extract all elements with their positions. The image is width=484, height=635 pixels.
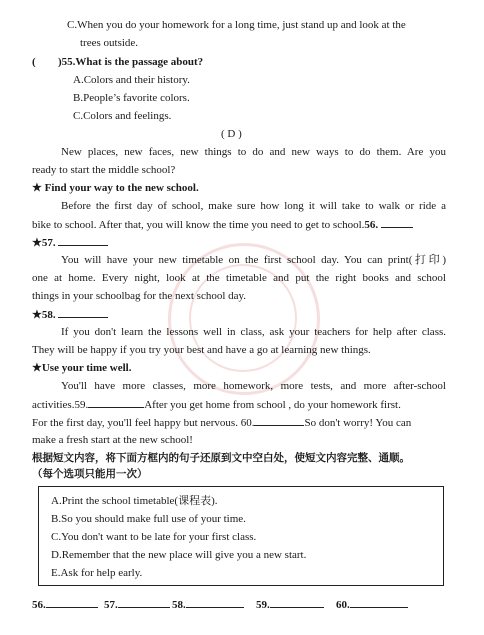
choice-b: B.So you should make full use of your time. (51, 513, 246, 525)
answer-57-blank (118, 597, 170, 608)
answer-59 (256, 597, 324, 612)
q54-option-c-line1: C.When you do your homework for a long time, just stand up and look at the (67, 19, 406, 31)
p4-line3 (32, 415, 411, 430)
p4-line3-a: For the first day, you'll feel happy but nervous. 60. (32, 417, 255, 429)
blank-58 (58, 307, 108, 318)
q54-option-c-line2: trees outside. (80, 37, 139, 49)
answer-59-label: 59. (256, 599, 270, 611)
answer-56-label: 56. (32, 599, 46, 611)
answer-59-blank (270, 597, 324, 608)
answer-58 (172, 597, 244, 612)
intro-line2: ready to start the middle school? (32, 164, 176, 176)
blank-59 (88, 397, 144, 408)
p2-line2: one at home. Every night, look at the timetable and put the right books and school (32, 272, 446, 284)
heading-find-way: ★ Find your way to the new school. (32, 182, 199, 194)
passage-label: ( D ) (221, 128, 242, 140)
q55-option-c: C.Colors and feelings. (73, 110, 172, 122)
choice-c: C.You don't want to be late for your first class. (51, 531, 257, 543)
answer-60-blank (350, 597, 408, 608)
q55-option-a: A.Colors and their history. (73, 74, 190, 86)
p2-line3: things in your schoolbag for the next school day. (32, 290, 247, 302)
choice-d: D.Remember that the new place will give you a new start. (51, 549, 307, 561)
q55-option-b: B.People’s favorite colors. (73, 92, 190, 104)
answer-57-label: 57. (104, 599, 118, 611)
answer-56 (32, 597, 98, 612)
blank-57 (58, 235, 108, 246)
blank-56-label: 56. (364, 219, 379, 231)
p3-line2: They will be happy if you try your best and have a go at learning new things. (32, 344, 371, 356)
answer-56-blank (46, 597, 98, 608)
answer-58-label: 58. (172, 599, 186, 611)
answer-60 (336, 597, 408, 612)
p4-line2-b: After you get home from school , do your homework first. (144, 399, 401, 411)
answer-58-blank (186, 597, 244, 608)
heading-57 (32, 235, 108, 250)
p2-line1: You will have your new timetable on the first school day. You can print(打印) (61, 254, 446, 266)
instruction-line1: 根据短文内容，将下面方框内的句子还原到文中空白处，使短文内容完整、通顺。 (32, 452, 410, 464)
choice-a: A.Print the school timetable(课程表). (51, 495, 218, 507)
heading-use-time: ★Use your time well. (32, 362, 132, 374)
blank-56 (381, 217, 413, 228)
p1-line2 (32, 217, 413, 232)
blank-60 (254, 415, 304, 426)
p4-line2-a: activities.59. (32, 399, 89, 411)
heading-58 (32, 307, 108, 322)
p1-line1: Before the first day of school, make sure how long it will take to walk or ride a (61, 200, 446, 212)
q55-paren-close: ) (58, 56, 62, 68)
heading-57-label: ★57. (32, 237, 56, 249)
heading-58-label: ★58. (32, 309, 56, 321)
q55-paren-open: ( (32, 56, 36, 68)
intro-line1: New places, new faces, new things to do and new ways to do them. Are you (61, 146, 446, 158)
choice-e: E.Ask for help early. (51, 567, 143, 579)
choices-box (38, 486, 444, 586)
instruction-line2: （每个选项只能用一次） (32, 468, 148, 480)
p4-line1: You'll have more classes, more homework, more tests, and more after-school (61, 380, 446, 392)
answer-60-label: 60. (336, 599, 350, 611)
p3-line1: If you don't learn the lessons well in class, ask your teachers for help after class. (61, 326, 446, 338)
p4-line3-b: So don't worry! You can (304, 417, 412, 429)
answer-57 (104, 597, 170, 612)
q55-stem-text: 55.What is the passage about? (61, 56, 204, 68)
q55-stem (58, 55, 203, 69)
p1-line2-text: bike to school. After that, you will know the time you need to get to school. (32, 219, 365, 231)
p4-line2 (32, 397, 401, 412)
p4-line4: make a fresh start at the new school! (32, 434, 193, 446)
